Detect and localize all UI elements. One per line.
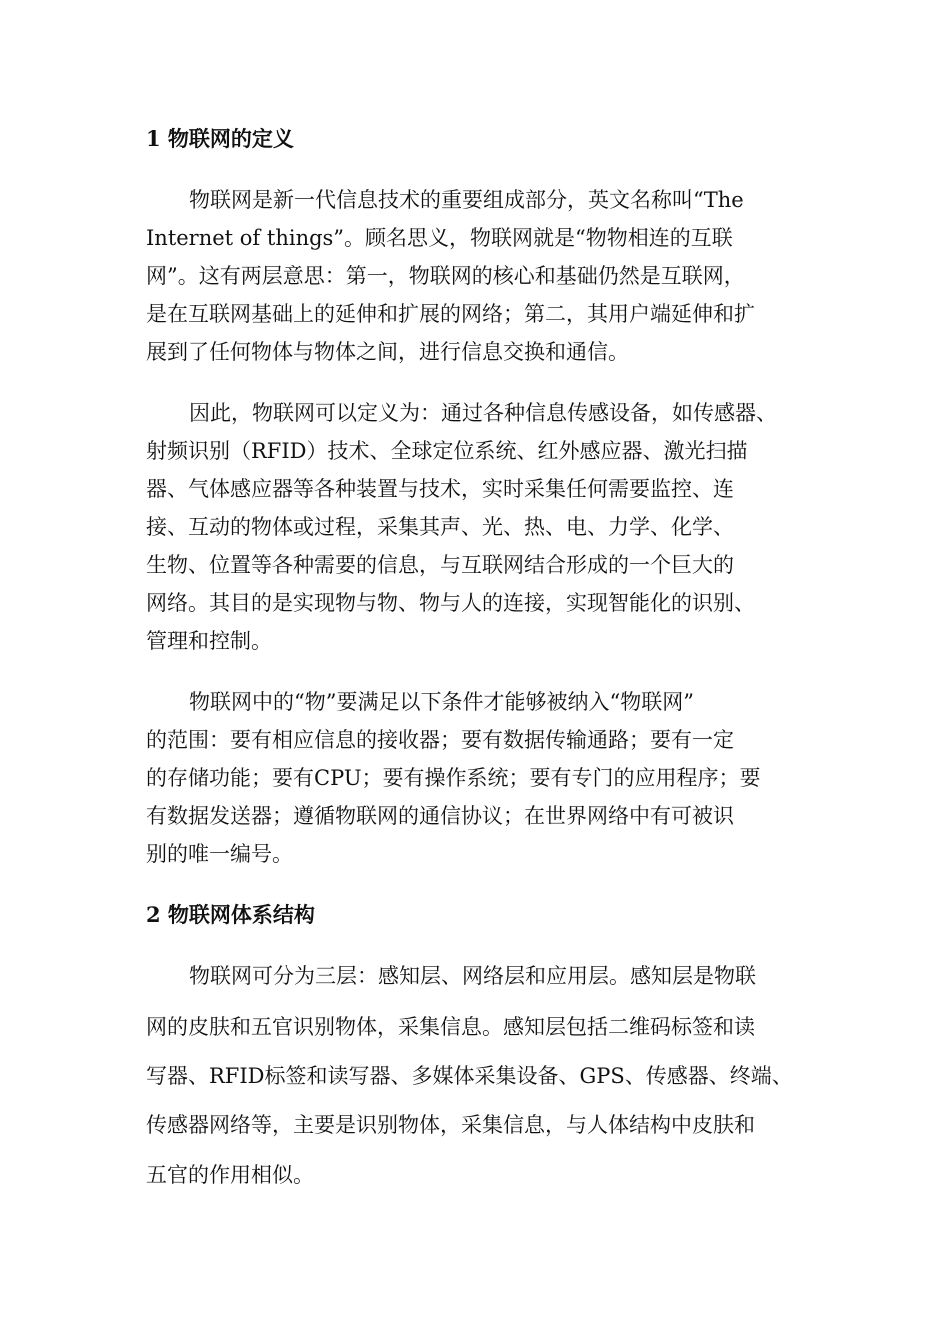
- paragraph-line: 别的唯一编号。: [146, 842, 293, 866]
- paragraph-line: 管理和控制。: [146, 629, 272, 653]
- paragraph-line: 网”。这有两层意思：第一，物联网的核心和基础仍然是互联网，: [146, 264, 745, 288]
- paragraph-line: 的范围：要有相应信息的接收器；要有数据传输通路；要有一定: [146, 728, 734, 752]
- paragraph-line: 因此，物联网可以定义为：通过各种信息传感设备，如传感器、: [189, 401, 777, 425]
- paragraph-line: 网络。其目的是实现物与物、物与人的连接，实现智能化的识别、: [146, 591, 755, 615]
- paragraph-line: 是在互联网基础上的延伸和扩展的网络；第二，其用户端延伸和扩: [146, 302, 755, 326]
- paragraph-line: Internet of things”。顾名思义，物联网就是“物物相连的互联: [146, 226, 733, 250]
- paragraph-line: 五官的作用相似。: [146, 1163, 314, 1187]
- section-heading-definition: 1 物联网的定义: [146, 126, 294, 151]
- paragraph-line: 器、气体感应器等各种装置与技术，实时采集任何需要监控、连: [146, 477, 734, 501]
- paragraph-line: 的存储功能；要有CPU；要有操作系统；要有专门的应用程序；要: [146, 766, 761, 790]
- paragraph-line: 物联网可分为三层：感知层、网络层和应用层。感知层是物联: [189, 964, 756, 988]
- paragraph-line: 射频识别（RFID）技术、全球定位系统、红外感应器、激光扫描: [146, 439, 748, 463]
- paragraph-line: 生物、位置等各种需要的信息，与互联网结合形成的一个巨大的: [146, 553, 734, 577]
- section-heading-architecture: 2 物联网体系结构: [146, 902, 315, 927]
- paragraph-line: 物联网是新一代信息技术的重要组成部分，英文名称叫“The: [189, 188, 744, 212]
- paragraph-line: 传感器网络等，主要是识别物体，采集信息，与人体结构中皮肤和: [146, 1113, 755, 1137]
- paragraph-line: 接、互动的物体或过程，采集其声、光、热、电、力学、化学、: [146, 515, 734, 539]
- paragraph-line: 物联网中的“物”要满足以下条件才能够被纳入“物联网”: [189, 690, 694, 714]
- paragraph-line: 网的皮肤和五官识别物体，采集信息。感知层包括二维码标签和读: [146, 1015, 755, 1039]
- paragraph-line: 有数据发送器；遵循物联网的通信协议；在世界网络中有可被识: [146, 804, 734, 828]
- paragraph-line: 写器、RFID标签和读写器、多媒体采集设备、GPS、传感器、终端、: [146, 1064, 793, 1088]
- paragraph-line: 展到了任何物体与物体之间，进行信息交换和通信。: [146, 340, 629, 364]
